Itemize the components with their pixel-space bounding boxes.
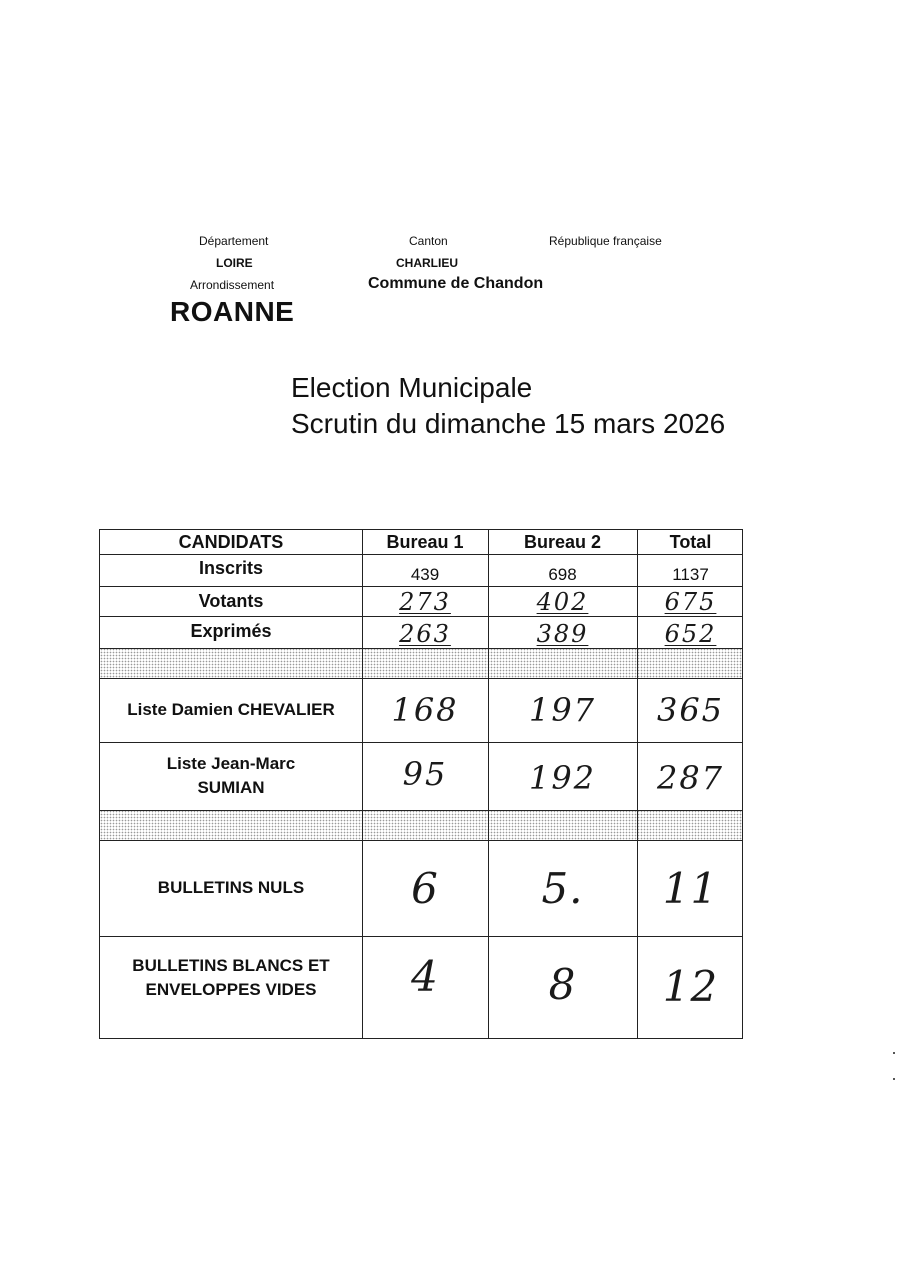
scan-mark <box>893 1052 895 1054</box>
liste-sumian-bureau-2: 192 <box>528 759 597 797</box>
liste-chevalier-total: 365 <box>656 691 725 729</box>
blancs-label-line-1: BULLETINS BLANCS ET <box>132 956 330 975</box>
row-label-inscrits: Inscrits <box>198 558 264 578</box>
row-label-liste-sumian <box>100 742 362 810</box>
nuls-bureau-1: 6 <box>411 863 439 913</box>
canton-value: CHARLIEU <box>396 256 458 270</box>
row-label-bulletins-nuls: BULLETINS NULS <box>157 878 305 897</box>
scrutin-date: Scrutin du dimanche 15 mars 2026 <box>291 408 726 439</box>
departement-value: LOIRE <box>216 256 253 270</box>
blancs-total: 12 <box>662 961 719 1011</box>
row-label-votants: Votants <box>198 590 264 611</box>
liste-sumian-bureau-1: 95 <box>402 755 448 793</box>
row-label-exprimes: Exprimés <box>190 620 272 641</box>
inscrits-total: 1137 <box>672 565 709 584</box>
arrondissement-label: Arrondissement <box>190 278 275 292</box>
header-bureau-1: Bureau 1 <box>386 531 464 552</box>
liste-chevalier-bureau-2: 197 <box>528 691 597 729</box>
inscrits-bureau-2: 698 <box>548 565 577 584</box>
votants-bureau-1: 273 <box>399 588 451 616</box>
liste-sumian-total: 287 <box>656 759 725 797</box>
exprimes-total: 652 <box>664 620 717 648</box>
header-total: Total <box>669 531 712 552</box>
liste-sumian-label-line-2: SUMIAN <box>197 778 265 797</box>
header-bureau-2: Bureau 2 <box>523 531 602 552</box>
header-candidats: CANDIDATS <box>178 531 284 552</box>
canton-label: Canton <box>409 234 448 248</box>
votants-bureau-2: 402 <box>536 588 589 616</box>
nuls-total: 11 <box>662 863 719 913</box>
row-label-liste-chevalier: Liste Damien CHEVALIER <box>127 700 335 719</box>
separator-row-1 <box>100 648 742 678</box>
row-label-bulletins-blancs <box>100 948 362 1008</box>
blancs-bureau-2: 8 <box>548 959 577 1009</box>
exprimes-bureau-1: 263 <box>399 620 451 648</box>
blancs-bureau-1: 4 <box>411 951 439 1001</box>
election-title: Election Municipale <box>291 372 533 403</box>
liste-sumian-label-line-1: Liste Jean-Marc <box>166 754 296 773</box>
arrondissement-value: ROANNE <box>170 296 295 327</box>
liste-chevalier-bureau-1: 168 <box>391 691 459 729</box>
votants-total: 675 <box>664 588 717 616</box>
commune-name: Commune de Chandon <box>368 275 544 292</box>
republique-label: République française <box>549 234 662 248</box>
scan-mark <box>893 1078 895 1080</box>
nuls-bureau-2: 5. <box>541 863 584 913</box>
departement-label: Département <box>199 234 269 248</box>
blancs-label-line-2: ENVELOPPES VIDES <box>145 980 317 999</box>
results-table <box>99 529 743 1039</box>
separator-row-2 <box>100 810 742 840</box>
inscrits-bureau-1: 439 <box>410 565 440 584</box>
exprimes-bureau-2: 389 <box>536 620 589 648</box>
